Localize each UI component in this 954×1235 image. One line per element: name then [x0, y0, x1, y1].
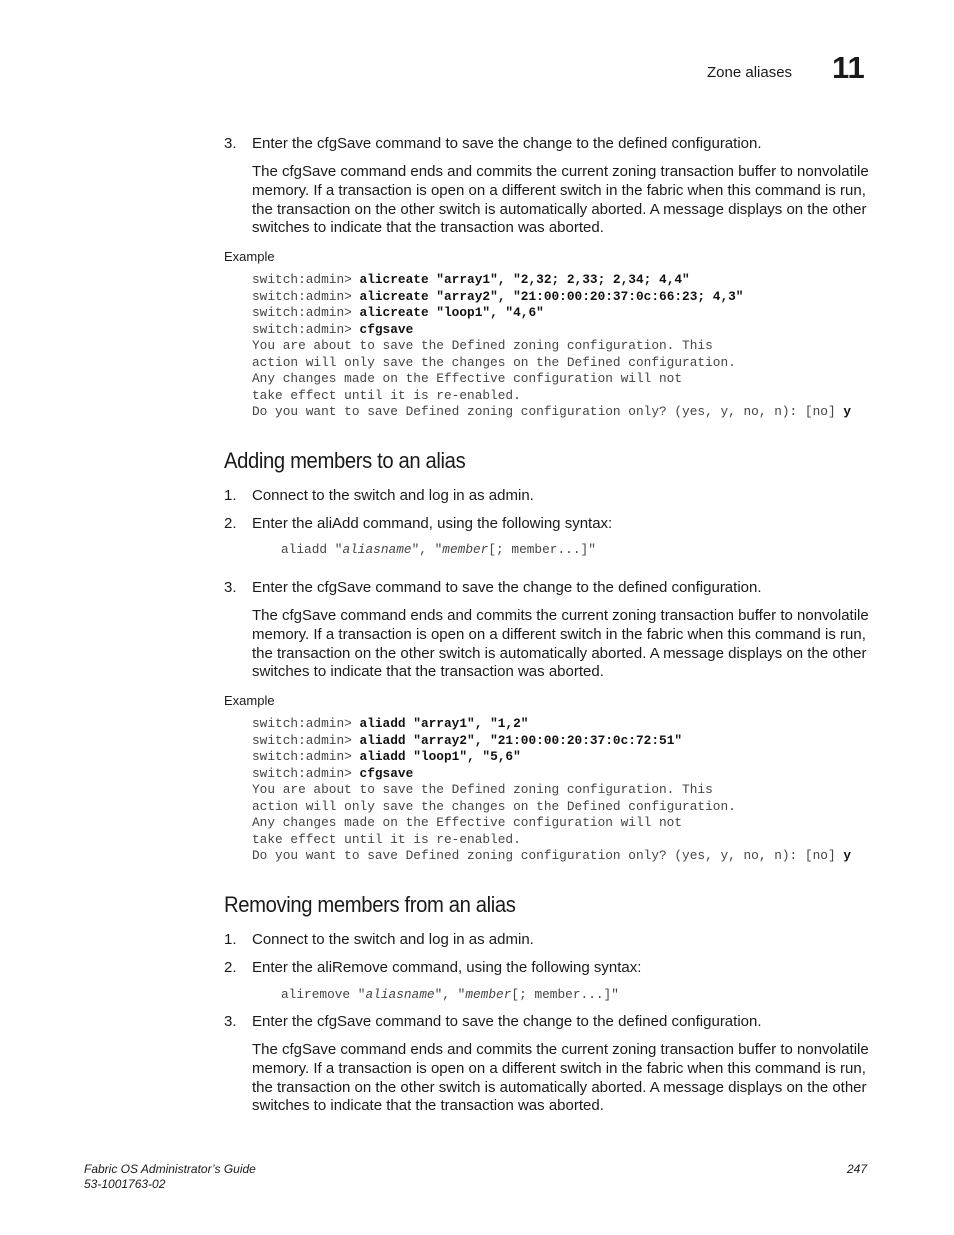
code-line: Do you want to save Defined zoning configuration only? (yes, y, no, n): [no] y — [252, 404, 851, 419]
example-label: Example — [224, 693, 275, 708]
running-header-section: Zone aliases — [707, 64, 793, 81]
code-line: take effect until it is re-enabled. — [252, 387, 521, 403]
step-2-text: Enter the aliRemove command, using the following syntax: — [252, 959, 642, 976]
step-number: 1. — [224, 931, 237, 948]
code-line: switch:admin> alicreate "array1", "2,32; 2,33; 2,34; 4,4" — [252, 272, 690, 287]
section-heading-adding: Adding members to an alias — [224, 448, 466, 473]
code-line: You are about to save the Defined zoning configuration. This — [252, 338, 713, 353]
description-paragraph: The cfgSave command ends and commits the current zoning transaction buffer to nonvolatile memory. If a transaction is open on a different switch in the fabric when this command is run, the transaction on the other switch is automatically aborted. A message displays on the other switches to indicate that the transaction was aborted. — [252, 607, 869, 681]
step-3-text: Enter the cfgSave command to save the change to the defined configuration. — [252, 579, 762, 596]
step-number: 2. — [224, 959, 237, 976]
command-name: cfgSave — [317, 579, 372, 596]
code-line: switch:admin> cfgsave — [252, 321, 414, 337]
command-name: cfgSave — [282, 163, 337, 180]
description-paragraph: The cfgSave command ends and commits the current zoning transaction buffer to nonvolatile memory. If a transaction is open on a different switch in the fabric when this command is run, the transaction on the other switch is automatically aborted. A message displays on the other switches to indicate that the transaction was aborted. — [252, 163, 869, 237]
step-number: 3. — [224, 135, 237, 152]
command-name: cfgSave — [317, 1013, 372, 1030]
description-paragraph: The cfgSave command ends and commits the current zoning transaction buffer to nonvolatile memory. If a transaction is open on a different switch in the fabric when this command is run, the transaction on the other switch is automatically aborted. A message displays on the other switches to indicate that the transaction was aborted. — [252, 1041, 869, 1115]
step-1-text: Connect to the switch and log in as admin. — [252, 487, 534, 504]
footer-page-number: 247 — [847, 1162, 868, 1176]
step-3-text: Enter the cfgSave command to save the change to the defined configuration. — [252, 135, 762, 152]
code-line: You are about to save the Defined zoning configuration. This — [252, 782, 713, 797]
command-name: cfgSave — [317, 135, 372, 152]
command-name: aliAdd — [317, 515, 359, 532]
code-line: action will only save the changes on the Defined configuration. — [252, 354, 736, 370]
code-line: Do you want to save Defined zoning configuration only? (yes, y, no, n): [no] y — [252, 848, 851, 863]
step-2-text: Enter the aliAdd command, using the following syntax: — [252, 515, 613, 532]
example-label: Example — [224, 249, 275, 264]
footer-doc-title: Fabric OS Administrator’s Guide — [84, 1162, 256, 1176]
command-name: aliRemove — [317, 959, 388, 976]
code-line: take effect until it is re-enabled. — [252, 831, 521, 847]
syntax-line: aliadd "aliasname", "member[; member...]" — [281, 542, 596, 557]
code-line: switch:admin> aliadd "loop1", "5,6" — [252, 749, 521, 764]
section-heading-removing: Removing members from an alias — [224, 892, 516, 917]
code-example — [252, 272, 851, 421]
code-line: switch:admin> aliadd "array2", "21:00:00:20:37:0c:72:51" — [252, 732, 683, 748]
code-line: switch:admin> aliadd "array1", "1,2" — [252, 716, 529, 731]
code-line: switch:admin> cfgsave — [252, 765, 414, 781]
code-line: switch:admin> alicreate "loop1", "4,6" — [252, 305, 544, 320]
step-number: 3. — [224, 1013, 237, 1030]
code-example — [252, 716, 851, 865]
command-name: cfgSave — [282, 607, 337, 624]
step-3-text: Enter the cfgSave command to save the change to the defined configuration. — [252, 1013, 762, 1030]
chapter-number: 11 — [832, 50, 865, 85]
footer-doc-number: 53-1001763-02 — [84, 1177, 166, 1191]
step-number: 1. — [224, 487, 237, 504]
code-line: action will only save the changes on the Defined configuration. — [252, 798, 736, 814]
step-number: 3. — [224, 579, 237, 596]
step-1-text: Connect to the switch and log in as admin. — [252, 931, 534, 948]
code-line: Any changes made on the Effective configuration will not — [252, 371, 683, 386]
syntax-line: aliremove "aliasname", "member[; member...]" — [281, 987, 619, 1002]
command-name: cfgSave — [282, 1041, 337, 1058]
step-number: 2. — [224, 515, 237, 532]
code-line: Any changes made on the Effective configuration will not — [252, 815, 683, 830]
code-line: switch:admin> alicreate "array2", "21:00:00:20:37:0c:66:23; 4,3" — [252, 288, 744, 304]
